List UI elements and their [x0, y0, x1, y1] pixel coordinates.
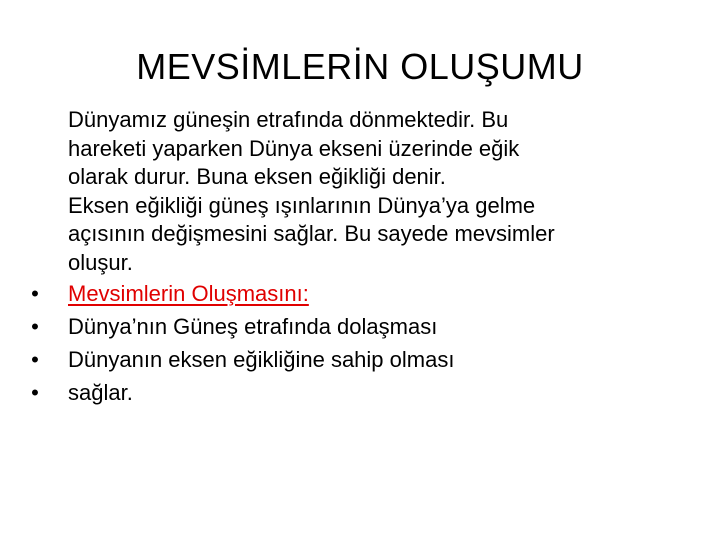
slide-title: MEVSİMLERİN OLUŞUMU	[136, 46, 584, 87]
paragraph-line: açısının değişmesini sağlar. Bu sayede mevsimler	[68, 221, 555, 246]
paragraph-line: Eksen eğikliği güneş ışınlarının Dünya’ya gelme	[68, 192, 536, 218]
intro-paragraph	[68, 106, 704, 277]
paragraph-line: olarak durur. Buna eksen eğikliği denir.	[68, 164, 446, 189]
bullet-heading-text: Mevsimlerin Oluşmasını:	[68, 281, 309, 306]
paragraph-line: oluşur.	[68, 249, 133, 275]
slide-body	[24, 106, 704, 409]
bullet-list	[24, 277, 704, 409]
bullet-icon: •	[31, 314, 39, 339]
bullet-item	[24, 310, 704, 343]
bullet-icon: •	[31, 380, 39, 405]
bullet-icon: •	[31, 347, 39, 372]
paragraph-line: hareketi yaparken Dünya ekseni üzerinde eğik	[68, 135, 520, 161]
bullet-text: Dünyanın eksen eğikliğine sahip olması	[68, 347, 455, 372]
bullet-icon: •	[31, 281, 39, 306]
bullet-text: sağlar.	[68, 380, 133, 405]
bullet-item	[24, 376, 704, 409]
bullet-item-heading	[24, 277, 704, 310]
paragraph-line: Dünyamız güneşin etrafında dönmektedir. Bu	[68, 107, 509, 132]
bullet-text: Dünya’nın Güneş etrafında dolaşması	[68, 314, 438, 339]
bullet-item	[24, 343, 704, 376]
